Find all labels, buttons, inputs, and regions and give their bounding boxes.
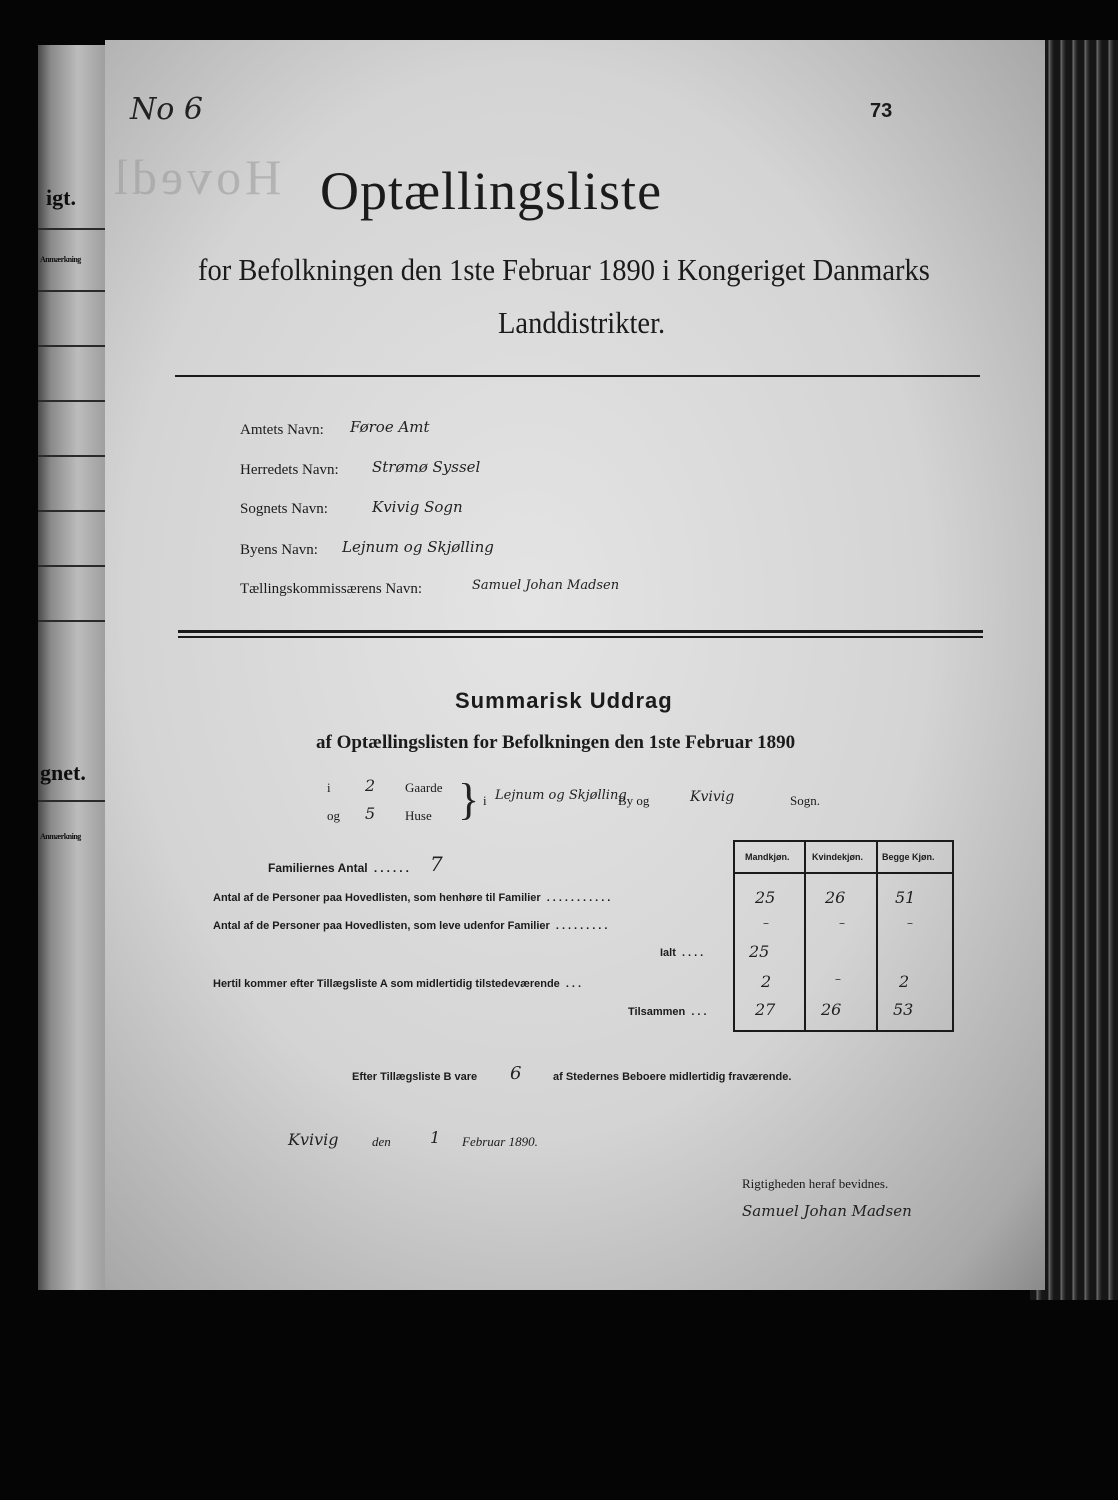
- table-cell: 2: [761, 972, 772, 991]
- row-label-udenfor: Antal af de Personer paa Hovedlisten, som leve udenfor Familier .........: [213, 920, 611, 932]
- field-label-sogn: Sognets Navn:: [240, 501, 328, 517]
- table-cell: 51: [895, 888, 916, 907]
- left-heading-top: igt.: [46, 185, 76, 210]
- field-value-amt: Føroe Amt: [350, 418, 430, 436]
- field-label-kommissaer: Tællingskommissærens Navn:: [240, 581, 423, 597]
- field-value-sogn: Kvivig Sogn: [372, 498, 463, 516]
- brace: }: [458, 775, 480, 824]
- left-heading-bottom: gnet.: [40, 760, 86, 785]
- familier-label: Familiernes Antal ......: [268, 861, 412, 875]
- form-title: Optællingsliste: [320, 161, 663, 221]
- census-form-page: [105, 40, 1045, 1290]
- table-cell: 26: [821, 1000, 842, 1019]
- field-value-by: Lejnum og Skjølling: [342, 538, 494, 556]
- header-begge: Begge Kjøn.: [882, 852, 935, 862]
- date-prefix: den: [372, 1134, 391, 1149]
- header-kvindekjon: Kvindekjøn.: [812, 852, 864, 862]
- signature: Samuel Johan Madsen: [742, 1202, 912, 1220]
- familier-value: 7: [430, 852, 443, 876]
- field-label-amt: Amtets Navn:: [240, 422, 324, 438]
- tillaeg-b-suffix: af Stedernes Beboere midlertidig fraværende.: [553, 1071, 792, 1083]
- gaarde-prefix: i: [327, 780, 331, 795]
- summary-table: [733, 840, 954, 1032]
- by-label: By og: [618, 793, 650, 808]
- date-suffix: Februar 1890.: [462, 1134, 538, 1149]
- sogn-value: Kvivig: [690, 789, 735, 805]
- header-rule: [175, 375, 980, 377]
- document-number: No 6: [130, 92, 203, 127]
- sogn-label: Sogn.: [790, 793, 820, 808]
- summary-subtitle: af Optællingslisten for Befolkningen den 1ste Februar 1890: [316, 732, 796, 753]
- section-rule-1: [178, 630, 983, 633]
- table-cell: –: [907, 916, 913, 930]
- gaarde-label: Gaarde: [405, 780, 443, 795]
- row-label-tilsammen: Tilsammen ...: [628, 1006, 710, 1018]
- table-cell: 25: [749, 942, 770, 961]
- tillaeg-b-prefix: Efter Tillægsliste B vare: [352, 1071, 478, 1083]
- summary-title: Summarisk Uddrag: [455, 688, 673, 713]
- place: Kvivig: [288, 1130, 339, 1149]
- page-number: 73: [870, 100, 893, 122]
- tillaeg-b-value: 6: [510, 1063, 522, 1084]
- field-value-kommissaer: Samuel Johan Madsen: [472, 578, 620, 593]
- field-label-herred: Herredets Navn:: [240, 462, 339, 478]
- table-cell: –: [839, 916, 845, 930]
- left-column-label-bottom: Anmærkning: [40, 832, 81, 841]
- row-label-ialt: Ialt ....: [660, 947, 707, 959]
- table-cell: –: [835, 972, 841, 986]
- row-label-tillaeg-a: Hertil kommer efter Tillægsliste A som midlertidig tilstedeværende ...: [213, 978, 585, 990]
- table-cell: –: [763, 916, 769, 930]
- certification-text: Rigtigheden heraf bevidnes.: [742, 1176, 889, 1191]
- table-cell: 2: [899, 972, 910, 991]
- field-label-by: Byens Navn:: [240, 542, 318, 558]
- left-column-label-top: Anmærkning: [40, 255, 81, 264]
- form-subtitle-line1: for Befolkningen den 1ste Februar 1890 i Kongeriget Danmarks: [198, 252, 930, 287]
- table-cell: 27: [755, 1000, 776, 1019]
- table-cell: 25: [755, 888, 776, 907]
- field-value-herred: Strømø Syssel: [372, 458, 481, 476]
- table-cell: 53: [893, 1000, 914, 1019]
- bleed-through-text: Hovedl: [110, 149, 282, 205]
- by-prefix: i: [483, 793, 487, 808]
- gaarde-count: 2: [365, 776, 376, 795]
- huse-label: Huse: [405, 808, 432, 823]
- table-cell: 26: [825, 888, 846, 907]
- huse-prefix: og: [327, 808, 340, 823]
- row-label-familier: Antal af de Personer paa Hovedlisten, som henhøre til Familier ...........: [213, 892, 614, 904]
- huse-count: 5: [365, 804, 376, 823]
- section-rule-2: [178, 636, 983, 638]
- by-value: Lejnum og Skjølling: [495, 788, 627, 803]
- header-mandkjon: Mandkjøn.: [745, 852, 790, 862]
- left-page-edge: [38, 45, 110, 1290]
- date-day: 1: [430, 1128, 441, 1147]
- form-subtitle-line2: Landdistrikter.: [498, 305, 666, 340]
